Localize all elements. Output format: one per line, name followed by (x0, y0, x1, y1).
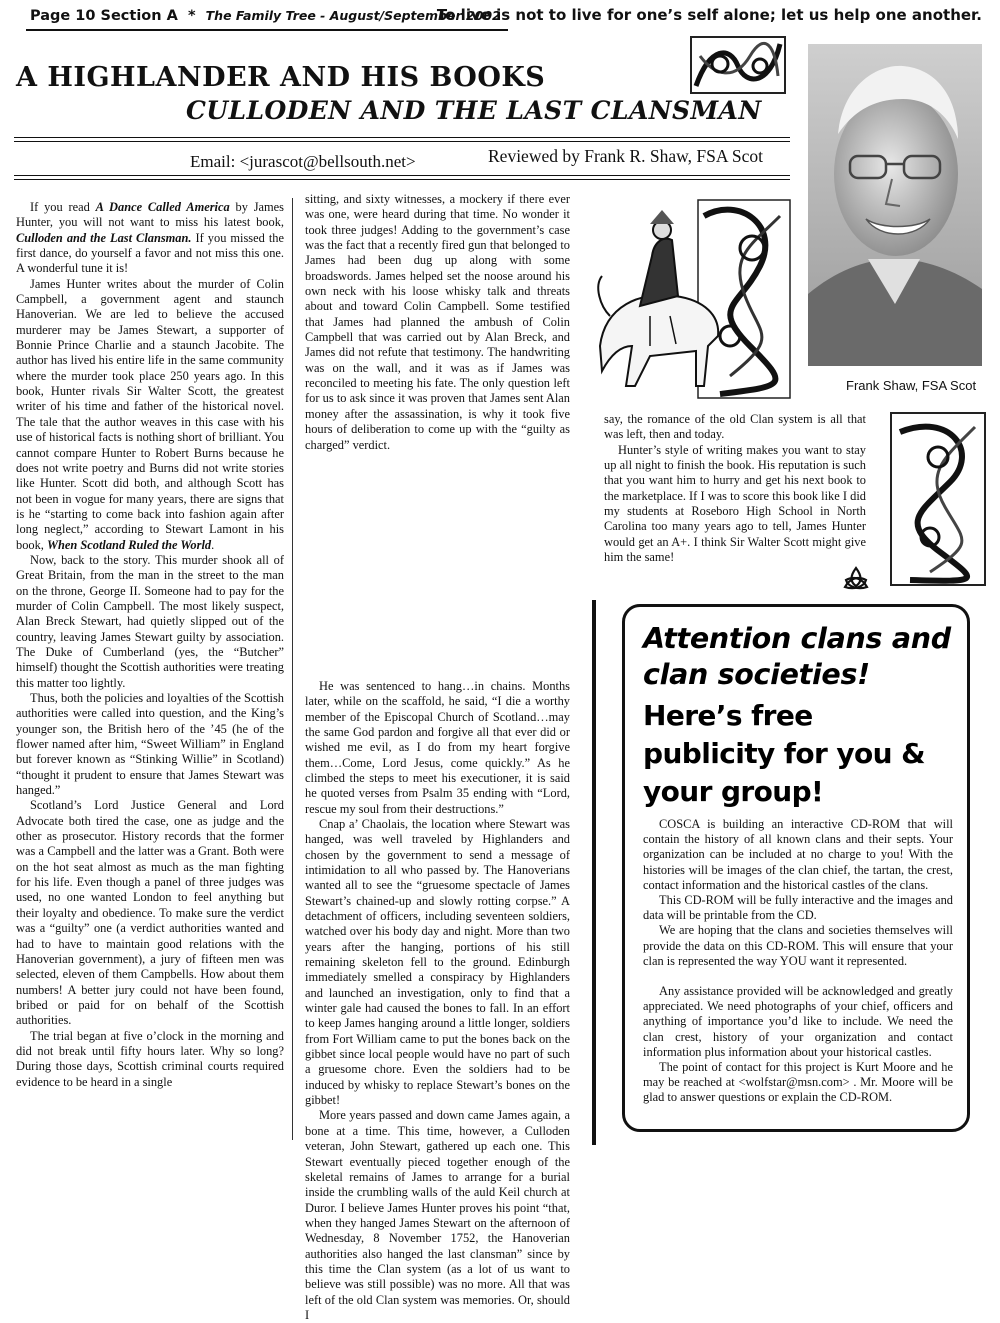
knight-on-horse-illustration (580, 196, 792, 404)
article-subtitle: CULLODEN AND THE LAST CLANSMAN (186, 96, 762, 125)
article-column-2 (305, 192, 570, 1323)
header-star: * (187, 8, 196, 24)
book-title: A Dance Called America (95, 200, 230, 214)
paragraph: If you read A Dance Called America by James Hunter, you will not want to miss his latest book, Culloden and the Last Clansman. If you missed the first dance, do yourself a favor and not miss this one. A wonderful tune it is! (16, 200, 284, 276)
column-rule (292, 198, 293, 1140)
paragraph: Cnap a’ Chaolais, the location where Stewart was hanged, was well traveled by Highlanders and chosen by the government to send a message of intimidation to all who passed by. The Hanoverians wanted all to see the “gruesome spectacle of James Stewart’s chained-up and slowly rotting corpse.” A detachment of officers, including seventeen soldiers, watched over his body day and night. More than two years after the hanging, portions of his still remaining skeleton fell to the ground. Edinburgh immediately smelled a conspiracy by Highlanders and launched an investigation, only to find that a winter gale had caused the bones to fall. In an effort to keep James hanging around a little longer, soldiers from Fort William came to put the bones back on the gibbet since local people would have no part of such a gruesome chore. Even the soldiers had to be induced by whisky to replace Stewart’s bones on the gibbet! (305, 816, 570, 1108)
reviewer-photo (808, 44, 982, 366)
photo-caption: Frank Shaw, FSA Scot (846, 378, 977, 393)
paragraph: say, the romance of the old Clan system is all that was left, then and today. (604, 412, 866, 442)
paragraph: Scotland’s Lord Justice General and Lord Advocate both tired the case, one as judge and the other as prosecutor. History records that the former was a Campbell and the latter was a Grant. Both were on the hot seat almost as much as the man fighting for his life. Even though a panel of three judges was used, no one wanted London to feel anything but their loyalty and obedience. To make sure the verdict was a “guilty” one (a verdict authorities wanted and had to have to maintain good relations with the Hanoverian government), a jury of fifteen men was selected, eleven of them Campbells. How about them numbers! A better jury could not have been found, bribed or paid for on behalf of the Scottish authorities. (16, 798, 284, 1028)
ad-paragraph: COSCA is building an interactive CD-ROM that will contain the history of all known clans and their septs. Your organization can be included at no charge to you! With the histories will be images of the clan chief, the tartan, the crest, contact information and the historical castles of the clans. (643, 817, 953, 892)
paragraph: The trial began at five o’clock in the morning and did not break until fifty hours later. Why so long? During those days, Scottish criminal courts required evidence to be heard in a single (16, 1028, 284, 1089)
header-rule (26, 29, 508, 31)
paragraph: He was sentenced to hang…in chains. Months later, while on the scaffold, he said, “I die a worthy member of the Episcopal Church of Scotland…may the same God pardon and forgive all that ever did or wished me evil, as I do from my heart forgive them…Come, Lord Jesus, come quickly.” As he climbed the steps to meet his executioner, it is said he quoted verses from Psalm 35 ending with “Lord, rescue my soul from their destructions.” (305, 678, 570, 816)
header-left (30, 8, 501, 24)
reviewer-credit: Reviewed by Frank R. Shaw, FSA Scot (488, 146, 763, 166)
header-motto: To live is not to live for one’s self alone; let us help one another. (436, 6, 982, 24)
paragraph: Hunter’s style of writing makes you want to stay up all night to finish the book. His reputation is such that you want him to hurry and get his next book to the marketplace. If I was to score this book like I did my students at Roseboro High School in North Carolina too many years ago to tell, James Hunter would get an A+. I think Sir Walter Scott might give him the same! (604, 442, 866, 565)
paragraph: Thus, both the policies and loyalties of the Scottish authorities were called into question, and the King’s younger son, the British hero of the ’45 (he of the flower named after him, “Sweet William” in England but forever known as “Stinking Willie” in Scotland) “thought it prudent to ensure that James Stewart was hanged.” (16, 691, 284, 798)
article-column-1 (16, 200, 284, 1090)
paragraph: More years passed and down came James again, a bone at a time. This time, however, a Culloden veteran, John Stewart, gathered up each one. This Stewart eventually pieced together enough of the skeletal remains of James to arrange for a burial inside the crumbling walls of the auld Keil church at Duror. I believe James Hunter proves his point “that, when they hanged James Stewart on the afternoon of Wednesday, 8 November 1752, the Hanoverian authorities also hanged the last clansman” since by this time the Clan system (as a lot of us want to believe was still possible) was no more. All that was left of the old Clan system was memories. Or, should I (305, 1108, 570, 1322)
section-divider (592, 600, 596, 1145)
publication-name: The Family Tree - August/September 2002 (205, 8, 501, 23)
article-column-3 (604, 412, 866, 565)
ad-body (643, 817, 953, 1106)
page-section: Page 10 Section A (30, 8, 178, 24)
ad-paragraph: This CD-ROM will be fully interactive and the images and data will be printable from the CD. (643, 893, 953, 923)
ad-paragraph: Any assistance provided will be acknowledged and greatly appreciated. We need photographs of your chief, officers and anything of importance you’d like to include. We need the clan crest, history of your organization and contact information plus information about your historical castles. (643, 984, 953, 1059)
triquetra-knot-icon (842, 566, 870, 590)
book-title: When Scotland Ruled the World (46, 537, 212, 552)
ad-headline-2: Here’s free publicity for you & your group! (643, 699, 925, 808)
title-rule-2 (14, 141, 790, 142)
page-header (30, 6, 982, 28)
ad-paragraph: We are hoping that the clans and societies themselves will provide the data on this CD-ROM. This will ensure that your clan is represented the way YOU want it represented. (643, 923, 953, 968)
paragraph: James Hunter writes about the murder of Colin Campbell, a government agent and staunch Hanoverian. We are led to believe the accused murderer may be James Stewart, a supporter of Bonnie Prince Charlie and a staunch Jacobite. The author has lived his entire life in the same community where the murder took place 250 years ago. In this book, Hunter rivals Sir Walter Scott, the greatest writer of his time and father of the historical novel. The tale that the author weaves in this case with his use of historical facts is nothing short of brilliant. You cannot compare Hunter to Robert Burns because he does not write poetry and Burns did not write stories like Hunter. Scott did both, and although Scott has not been in vogue for many years, there are signs that is he “starting to come back into fashion again after long neglect,” according to Stewart Lamont in his book, When Scotland Ruled the World. (16, 276, 284, 552)
article-title: A HIGHLANDER AND HIS BOOKS (16, 62, 546, 93)
byline-rule-2 (14, 179, 790, 180)
author-email: Email: <jurascot@bellsouth.net> (190, 152, 416, 171)
paragraph: sitting, and sixty witnesses, a mockery if there ever was one, were heard during that time. No wonder it took three judges! Adding to the government’s case was the fact that a recently fired gun that belonged to James had been dug up along with some broadswords. James helped set the noose around his own neck with his loose whisky talk and threats about and toward Colin Campbell. Some testified that James had planned the ambush of Colin Campbell that was carried out by Alan Breck, and James did not refute that testimony. The handwriting was on the wall, and it was as if James was reconciled to meeting his fate. The only question left for us to ask since it was proven that James sent Alan money after the assassination, is why it took five hours of deliberation to come up with the “guilty as charged” verdict. (305, 192, 570, 452)
paragraph: Now, back to the story. This murder shook all of Great Britain, from the man in the street to the man on the throne, George II. Someone had to pay for the murder of Colin Campbell. The most likely suspect, Alan Breck Stewart, had quietly slipped out of the country, leaving James Stewart guilty by association. The Duke of Cumberland (yes, the “Butcher” himself) thought the Scottish authorities were treating this matter too lightly. (16, 552, 284, 690)
title-rule (14, 137, 790, 138)
byline-rule (14, 175, 790, 176)
cosca-advertisement (622, 604, 970, 1132)
ad-paragraph: The point of contact for this project is Kurt Moore and he may be reached at <wolfstar@msn.com> . Mr. Moore will be glad to answer questions or explain the CD-ROM. (643, 1060, 953, 1105)
celtic-ornament-side (890, 412, 986, 586)
celtic-ornament-top (690, 36, 786, 94)
book-title: Culloden and the Last Clansman. (16, 230, 192, 245)
ad-headline-1: Attention clans and clan societies! (643, 622, 951, 691)
